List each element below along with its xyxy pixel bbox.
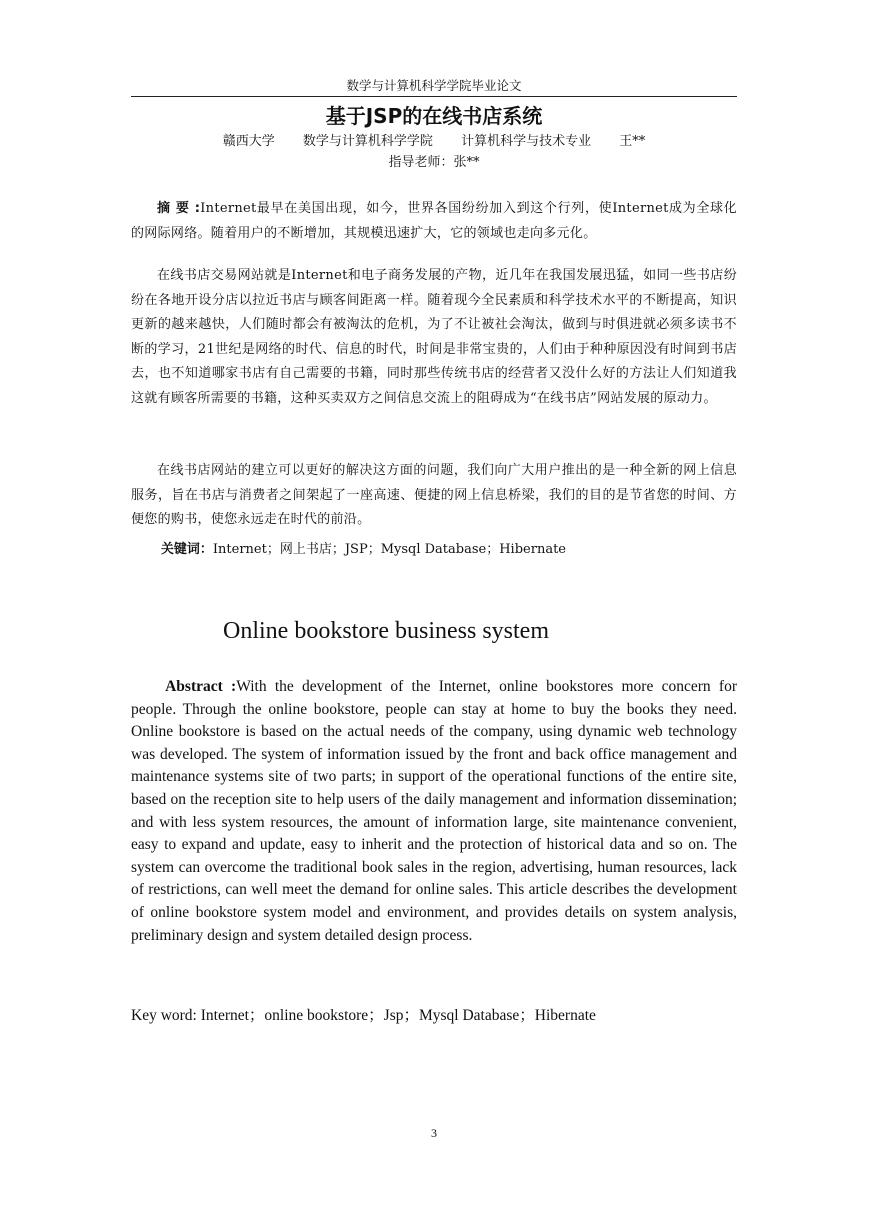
cn-abstract-label: 摘 要 : bbox=[157, 201, 201, 216]
author-line bbox=[131, 132, 737, 152]
english-title: Online bookstore business system bbox=[223, 618, 549, 644]
cn-keywords bbox=[131, 538, 737, 562]
paper-title: 基于JSP的在线书店系统 bbox=[325, 104, 543, 128]
author-university: 赣西大学 bbox=[222, 134, 275, 149]
running-header: 数学与计算机科学学院毕业论文 bbox=[346, 78, 522, 93]
en-keywords: Key word: Internet；online bookstore；Jsp；Mysql Database；Hibernate bbox=[131, 1007, 596, 1024]
header-rule bbox=[131, 96, 737, 97]
author-name: 王** bbox=[619, 134, 646, 149]
cn-keywords-label: 关键词： bbox=[160, 542, 213, 557]
author-major: 计算机科学与技术专业 bbox=[461, 134, 592, 149]
page-number: 3 bbox=[431, 1126, 437, 1140]
cn-abstract-paragraph-1 bbox=[131, 197, 737, 246]
en-abstract-paragraph bbox=[131, 676, 737, 947]
en-abstract-text: With the development of the Internet, online bookstores more concern for people. Through the online bookstore, people can stay at home to buy the books they need. Online bookstore is based on the actual needs of the company, using dynamic web technology was developed. The system of information issued by the front and back office management and maintenance systems site of two parts; in support of the operational functions of the entire site, based on the reception site to help users of the daily management and information dissemination; and with less system resources, the amount of information large, site maintenance convenient, easy to expand and update, easy to inherit and the protection of historical data and so on. The system can overcome the traditional book sales in the region, advertising, human resources, lack of restrictions, can well meet the demand for online sales. This article describes the development of online bookstore system model and environment, and provides details on system analysis, preliminary design and system detailed design process. bbox=[131, 678, 737, 944]
en-abstract-label: Abstract : bbox=[165, 678, 237, 695]
cn-keywords-value: Internet；网上书店；JSP；Mysql Database；Hibernate bbox=[212, 542, 566, 557]
cn-abstract-text-1: Internet最早在美国出现，如今，世界各国纷纷加入到这个行列，使Internet成为全球化的网际网络。随着用户的不断增加，其规模迅速扩大，它的领域也走向多元化。 bbox=[131, 201, 737, 241]
advisor-line: 指导老师：张** bbox=[388, 155, 480, 170]
author-college: 数学与计算机科学学院 bbox=[302, 134, 433, 149]
cn-abstract-paragraph-3: 在线书店网站的建立可以更好的解决这方面的问题，我们向广大用户推出的是一种全新的网上信息服务，旨在书店与消费者之间架起了一座高速、便捷的网上信息桥梁，我们的目的是节省您的时间、方便您的购书，使您永远走在时代的前沿。 bbox=[131, 463, 737, 527]
cn-abstract-paragraph-2: 在线书店交易网站就是Internet和电子商务发展的产物，近几年在我国发展迅猛，如同一些书店纷纷在各地开设分店以拉近书店与顾客间距离一样。随着现今全民素质和科学技术水平的不断提高，知识更新的越来越快，人们随时都会有被淘汰的危机，为了不让被社会淘汰，做到与时俱进就必须多读书不断的学习，21世纪是网络的时代、信息的时代，时间是非常宝贵的，人们由于种种原因没有时间到书店去，也不知道哪家书店有自己需要的书籍，同时那些传统书店的经营者又没什么好的方法让人们知道我这就有顾客所需要的书籍，这种买卖双方之间信息交流上的阻碍成为“在线书店”网站发展的原动力。 bbox=[131, 268, 737, 406]
